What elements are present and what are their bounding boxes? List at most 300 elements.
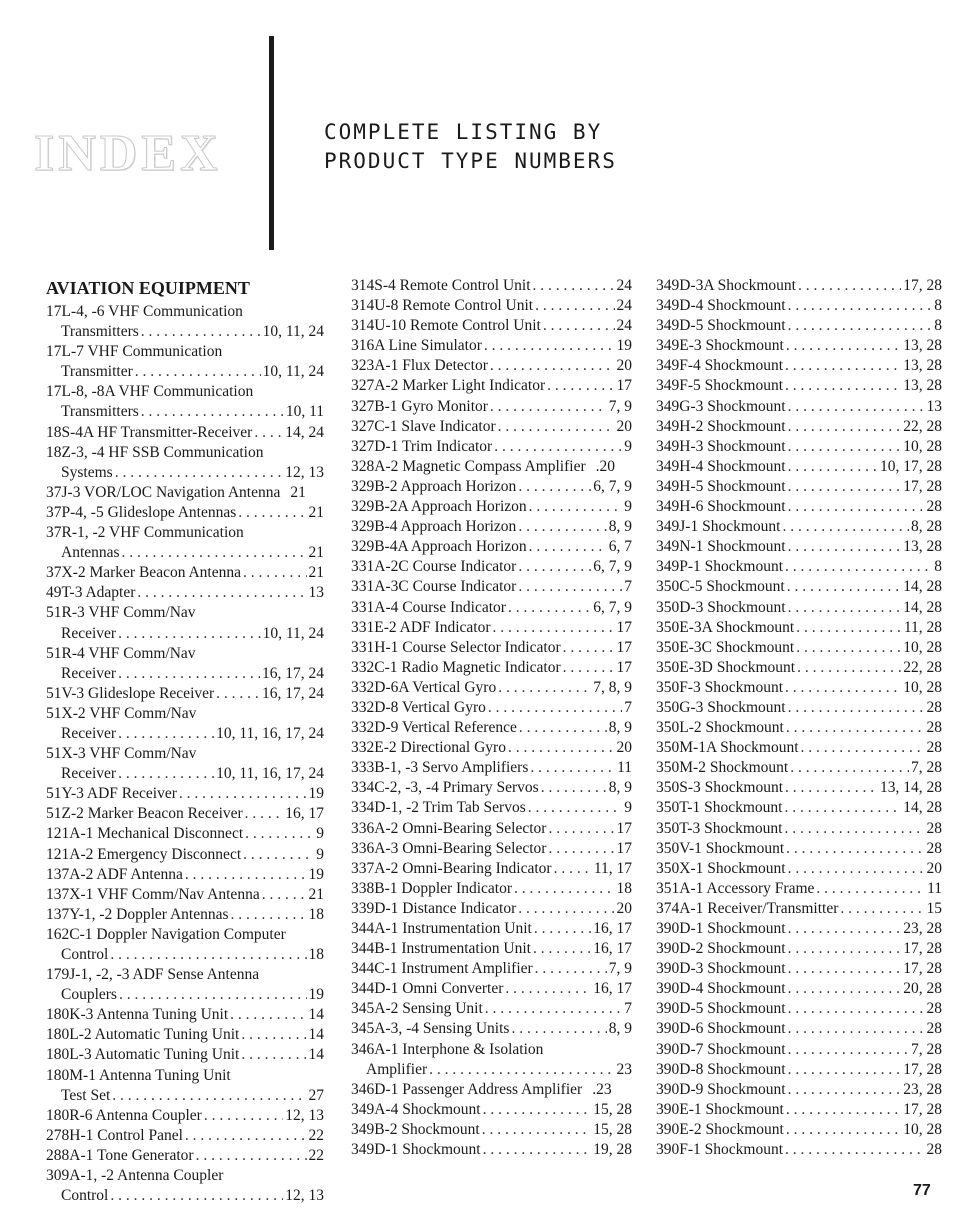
entry-name: 349D-1 Shockmount [351,1141,481,1159]
index-entry [46,443,324,483]
entry-name: 345A-2 Sensing Unit [351,1000,483,1018]
index-entry [656,638,942,658]
entry-line [351,618,632,638]
entry-pages: 7, 28 [911,1040,942,1058]
entry-name-continued: Test Set [61,1086,111,1104]
entry-line [656,859,942,879]
dot-leader [785,557,932,577]
index-entry [656,577,942,597]
dot-leader [490,356,615,376]
entry-line [351,356,632,376]
index-entry [351,819,632,839]
entry-pages: 8, 9 [608,779,632,797]
entry-pages: 7, 8, 9 [593,678,632,696]
entry-name: 344A-1 Instrumentation Unit [351,920,532,937]
entry-line [351,437,632,457]
entry-name: 331E-2 ADF Indicator [351,618,491,636]
entry-line [351,457,632,477]
entry-name: 51R-4 VHF Comm/Nav [46,644,196,662]
dot-leader [204,1106,283,1126]
entry-pages: 27 [308,1086,324,1104]
entry-pages: 7 [624,698,632,716]
dot-leader [514,879,615,899]
entry-line [656,577,942,597]
entry-pages: 6, 7, 9 [593,598,632,616]
index-entry [656,1060,942,1080]
entry-pages: 21 [308,885,324,903]
index-entry [46,342,324,382]
index-entry [656,276,942,296]
entry-pages: 20 [616,739,632,757]
entry-pages: 24 [616,297,632,315]
entry-pages: 14, 28 [903,578,942,596]
dot-leader [196,1146,307,1166]
index-entry [656,537,942,557]
entry-line [656,638,942,658]
entry-name: 390D-9 Shockmount [656,1080,786,1098]
index-entry [656,477,942,497]
index-entry [351,276,632,296]
index-entry [656,859,942,879]
index-entry [656,557,942,577]
entry-continuation-line [46,985,324,1005]
dot-leader [535,296,614,316]
dot-leader [797,658,901,678]
dot-leader [788,417,902,437]
entry-name: 349D-5 Shockmount [656,317,786,335]
entry-name: 51X-3 VHF Comm/Nav [46,745,197,763]
index-entry [351,778,632,798]
dot-leader [529,497,623,517]
dot-leader [788,999,925,1019]
entry-name: 349H-3 Shockmount [656,437,786,455]
entry-name: 327A-2 Marker Light Indicator [351,377,546,395]
entry-pages: 28 [926,819,942,837]
entry-line [46,905,324,925]
entry-pages: 17, 28 [903,960,942,978]
index-entry [351,999,632,1019]
dot-leader [490,397,607,417]
entry-name: 314U-10 Remote Control Unit [351,317,541,335]
entry-name: 331A-4 Course Indicator [351,598,506,616]
dot-leader [796,618,902,638]
index-entry [351,919,632,939]
entry-name: 314S-4 Remote Control Unit [351,277,531,294]
index-entry [351,899,632,919]
index-entry [656,999,942,1019]
index-entry [351,718,632,738]
entry-name: 180R-6 Antenna Coupler [46,1106,202,1124]
entry-pages: 21 [308,564,324,582]
index-entry [656,798,942,818]
index-entry [351,598,632,618]
entry-name: 17L-8, -8A VHF Communication [46,383,254,401]
dot-leader [788,859,925,879]
entry-name: 180L-2 Automatic Tuning Unit [46,1026,240,1044]
dot-leader [790,758,909,778]
dot-leader [801,738,925,758]
entry-line [656,457,942,477]
dot-leader [518,557,591,577]
entry-name: 350F-3 Shockmount [656,678,784,696]
entry-name: 288A-1 Tone Generator [46,1146,194,1164]
entry-name: 349H-2 Shockmount [656,417,786,435]
dot-leader [185,1126,307,1146]
index-entry [656,316,942,336]
entry-pages: 18 [308,905,324,923]
entry-line [46,1025,324,1045]
index-entry [656,376,942,396]
entry-name: 137X-1 VHF Comm/Nav Antenna [46,885,260,903]
entry-line [656,417,942,437]
entry-pages: 13, 14, 28 [880,779,942,797]
entry-name-continued: Transmitters [61,403,139,421]
entry-line [351,819,632,839]
entry-line [351,798,632,818]
entry-name: 344D-1 Omni Converter [351,980,504,998]
entry-pages: 8, 9 [608,1020,632,1038]
entry-name: 51R-3 VHF Comm/Nav [46,604,196,622]
entry-line [656,999,942,1019]
entry-name: 349D-4 Shockmount [656,297,786,315]
index-entry [46,865,324,885]
entry-pages: 17 [616,819,632,837]
dot-leader [179,784,307,804]
dot-leader [533,276,615,296]
dot-leader [518,477,591,497]
index-entry [46,483,324,503]
entry-pages: 12, 13 [285,1106,324,1124]
entry-pages: 16, 17, 24 [262,684,324,702]
entry-line [351,1140,632,1160]
index-entry [656,658,942,678]
entry-line [46,804,324,824]
entry-pages: 23 [616,1060,632,1078]
entry-pages: 13, 28 [903,538,942,556]
entry-name: 37P-4, -5 Glideslope Antennas [46,503,237,521]
entry-line [656,919,942,939]
entry-name: 329B-2 Approach Horizon [351,477,517,495]
entry-pages: 28 [926,698,942,716]
entry-pages: 6, 7, 9 [593,477,632,495]
entry-name: 121A-1 Mechanical Disconnect [46,825,244,843]
index-entry [46,1066,324,1106]
entry-line [656,879,942,899]
dot-leader [119,985,307,1005]
index-entry [46,704,324,744]
entry-pages: 15, 28 [593,1100,632,1118]
index-entry [656,1040,942,1060]
entry-name: 332D-6A Vertical Gyro [351,678,497,696]
entry-pages: 16, 17 [285,805,324,823]
index-entry [656,819,942,839]
dot-leader [110,1186,283,1206]
section-title: AVIATION EQUIPMENT [46,278,250,298]
index-entry [351,356,632,376]
entry-line [351,999,632,1019]
dot-leader [798,276,901,296]
entry-pages: 17, 28 [903,1100,942,1118]
index-entry [351,577,632,597]
entry-pages: 8, 9 [608,719,632,737]
dot-leader [788,979,902,999]
entry-pages: 13, 28 [903,337,942,355]
entry-name: 349N-1 Shockmount [656,538,786,556]
entry-name: 18Z-3, -4 HF SSB Communication [46,443,264,461]
entry-name: 323A-1 Flux Detector [351,357,488,375]
entry-pages: 8 [934,317,942,335]
entry-line [46,1005,324,1025]
entry-pages: 10, 28 [903,1120,942,1138]
entry-pages: 17 [616,839,632,857]
dot-leader [541,778,607,798]
entry-name: 334D-1, -2 Trim Tab Servos [351,799,526,817]
index-entry [351,537,632,557]
entry-name: 180L-3 Automatic Tuning Unit [46,1046,240,1064]
index-entry [46,644,324,684]
entry-line [46,483,324,503]
entry-pages: 20 [616,417,632,435]
dot-leader [788,497,925,517]
dot-leader [483,1100,592,1120]
entry-line [656,437,942,457]
entry-line [656,296,942,316]
entry-name: 17L-4, -6 VHF Communication [46,303,243,320]
entry-pages: 19 [616,337,632,355]
entry-line [46,583,324,603]
dot-leader [529,537,607,557]
entry-pages: 9 [316,825,324,843]
dot-leader [788,698,925,718]
entry-pages: 28 [926,839,942,857]
dot-leader [528,798,623,818]
dot-leader [788,296,933,316]
dot-leader [543,316,615,336]
index-entry [656,397,942,417]
entry-name: 390D-1 Shockmount [656,920,786,937]
index-entry [351,477,632,497]
entry-name: 390D-8 Shockmount [656,1060,786,1078]
entry-name-continued: Transmitters [61,323,139,341]
dot-leader [118,764,214,784]
entry-continuation-line [46,402,324,422]
index-entry [351,497,632,517]
entry-pages: 28 [926,739,942,757]
index-entry [351,678,632,698]
entry-name: 51Z-2 Marker Beacon Receiver [46,805,243,823]
entry-line [351,296,632,316]
entry-pages: 13, 28 [903,377,942,395]
dot-leader [483,1140,592,1160]
dot-leader [508,738,615,758]
index-entry [46,382,324,422]
entry-name: 349G-3 Shockmount [656,397,786,415]
entry-name: 331A-3C Course Indicator [351,578,517,596]
entry-line [656,798,942,818]
entry-name: 350L-2 Shockmount [656,719,784,737]
dot-leader [788,1019,925,1039]
entry-name: 345A-3, -4 Sensing Units [351,1020,510,1038]
entry-name: 350G-3 Shockmount [656,698,786,716]
dot-leader [484,336,615,356]
entry-name: 327C-1 Slave Indicator [351,417,496,435]
entry-pages: 28 [926,1141,942,1159]
dot-leader [505,979,591,999]
entry-line [656,618,942,638]
entry-pages: 10, 11, 16, 17, 24 [216,724,324,742]
entry-pages: 12, 13 [285,463,324,481]
dot-leader [788,959,902,979]
index-entry [351,557,632,577]
index-entry [656,1100,942,1120]
entry-pages: 10, 11 [285,403,324,421]
dot-leader [784,819,924,839]
entry-pages: 9 [624,437,632,455]
entry-line [656,397,942,417]
entry-pages: 8, 9 [608,518,632,536]
index-entry [46,423,324,443]
dot-leader [241,1025,306,1045]
dot-leader [788,316,933,336]
entry-pages: 16, 17 [593,920,632,937]
dot-leader [796,638,901,658]
entry-line [351,376,632,396]
entry-pages: 23, 28 [903,920,942,937]
dot-leader [816,879,925,899]
entry-name: 180M-1 Antenna Tuning Unit [46,1066,231,1084]
index-entry [46,965,324,1005]
dot-leader [788,939,902,959]
entry-name: 332D-8 Vertical Gyro [351,698,486,716]
dot-leader [788,537,902,557]
dot-leader [115,463,284,483]
entry-pages: 20 [926,859,942,877]
entry-continuation-line [46,543,324,563]
entry-line [351,979,632,999]
entry-name: 350D-3 Shockmount [656,598,786,616]
entry-line [656,1120,942,1140]
index-entry [656,1080,942,1100]
entry-line [351,397,632,417]
entry-line [656,678,942,698]
index-entry [351,437,632,457]
index-entry [351,658,632,678]
entry-pages: 19 [308,865,324,883]
entry-line [351,598,632,618]
dot-leader [216,684,260,704]
entry-name-continued: Couplers [61,986,117,1004]
dot-leader [535,959,607,979]
entry-line [656,698,942,718]
entry-name: 350M-1A Shockmount [656,739,799,757]
entry-pages: 18 [616,879,632,897]
entry-name: 390D-2 Shockmount [656,940,786,958]
entry-name: 336A-3 Omni-Bearing Selector [351,839,547,857]
entry-name: 350E-3D Shockmount [656,658,796,676]
entry-line [46,684,324,704]
entry-name: 18S-4A HF Transmitter-Receiver [46,423,253,441]
entry-name: 349B-2 Shockmount [351,1120,480,1138]
index-entry [46,744,324,784]
dot-leader [788,477,902,497]
index-entry [656,517,942,537]
entry-line [656,839,942,859]
entry-pages: 7, 9 [608,397,632,415]
index-entry [46,905,324,925]
index-entry [656,698,942,718]
entry-pages: 17, 28 [903,477,942,495]
entry-name: 346A-1 Interphone & Isolation [351,1040,544,1058]
entry-name: 316A Line Simulator [351,337,482,355]
index-entry [46,523,324,563]
entry-continuation-line [46,624,324,644]
entry-line [656,959,942,979]
index-entry [656,336,942,356]
dot-leader [243,563,307,583]
entry-line [656,376,942,396]
entry-name: 334C-2, -3, -4 Primary Servos [351,779,539,797]
entry-pages: 8, 28 [911,518,942,536]
index-entry [656,839,942,859]
index-entry [46,603,324,643]
dot-leader [488,698,622,718]
entry-name: 329B-4A Approach Horizon [351,538,527,556]
entry-name-continued: Control [61,1187,109,1205]
entry-name-continued: Control [61,946,109,963]
entry-pages: 11, 17 [593,859,632,877]
entry-pages: 17, 28 [903,277,942,294]
entry-line [351,658,632,678]
entry-name: 344C-1 Instrument Amplifier [351,960,533,978]
entry-line [656,316,942,336]
index-entry [351,517,632,537]
entry-name: 314U-8 Remote Control Unit [351,297,534,315]
entry-name: 278H-1 Control Panel [46,1126,183,1144]
index-column-3 [656,276,942,1160]
entry-name: 349H-4 Shockmount [656,457,786,475]
entry-name: 350E-3A Shockmount [656,618,795,636]
entry-line [46,1045,324,1065]
entry-name-continued: Receiver [61,624,117,642]
entry-pages: 10, 11, 24 [262,624,324,642]
entry-pages: 17 [616,377,632,395]
index-entry [351,296,632,316]
entry-pages: 20 [616,899,632,917]
entry-name-continued: Receiver [61,765,117,783]
entry-name: 344B-1 Instrumentation Unit [351,940,531,958]
entry-pages: 14 [308,1046,324,1064]
entry-name: 390E-1 Shockmount [656,1100,784,1118]
entry-name: 349P-1 Shockmount [656,558,784,576]
entry-line [351,778,632,798]
entry-pages: 10, 28 [903,638,942,656]
entry-name: 337A-2 Omni-Bearing Indicator [351,859,552,877]
dot-leader [231,905,307,925]
entry-name: 336A-2 Omni-Bearing Selector [351,819,547,837]
dot-leader [122,543,307,563]
entry-name: 179J-1, -2, -3 ADF Sense Antenna [46,966,260,984]
entry-name: 350T-3 Shockmount [656,819,783,837]
entry-name: 121A-2 Emergency Disconnect [46,845,242,863]
entry-line [351,839,632,859]
index-entry [656,939,942,959]
entry-continuation-line [46,1086,324,1106]
entry-name: 350V-1 Shockmount [656,839,785,857]
page-number: 77 [913,1182,931,1199]
entry-name: 349J-1 Shockmount [656,518,781,536]
entry-line [656,336,942,356]
dot-leader [786,1100,901,1120]
